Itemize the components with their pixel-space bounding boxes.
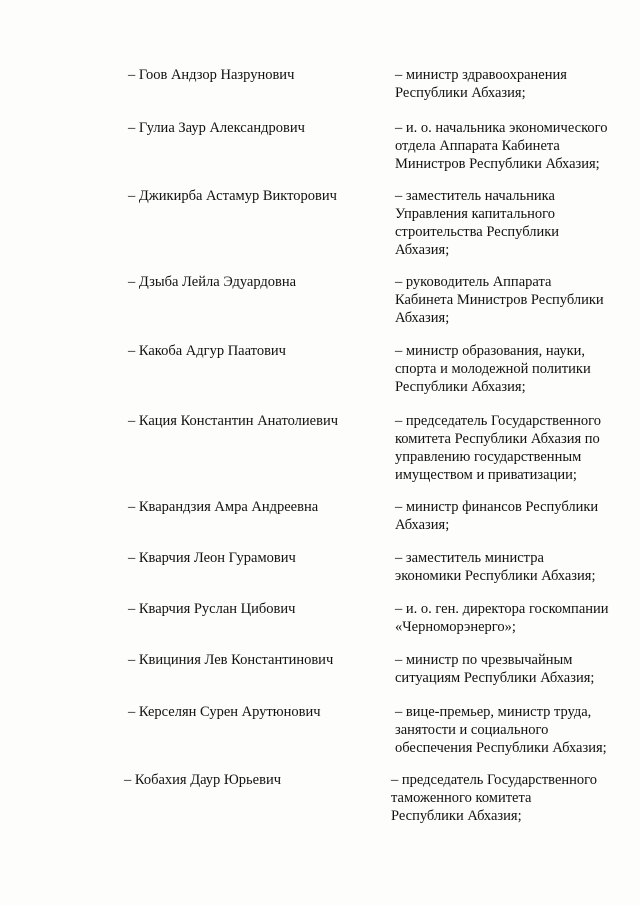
- member-role: – председатель Государственного комитета Республики Абхазия по управлению государственным имуществом и приватизации;: [395, 413, 601, 483]
- member-name: – Керселян Сурен Арутюнович: [128, 704, 321, 720]
- member-role: – вице-премьер, министр труда, занятости и социального обеспечения Республики Абхазия;: [395, 704, 607, 756]
- member-role: – заместитель министра экономики Республики Абхазия;: [395, 550, 596, 584]
- member-role: – и. о. начальника экономического отдела Аппарата Кабинета Министров Республики Абхазия;: [395, 120, 608, 172]
- member-role: – и. о. ген. директора госкомпании «Черноморэнерго»;: [395, 601, 609, 635]
- member-role: – министр здравоохранения Республики Абхазия;: [395, 67, 567, 101]
- member-name: – Гулиа Заур Александрович: [128, 120, 305, 136]
- member-name: – Гоов Андзор Назрунович: [128, 67, 295, 83]
- member-name: – Кварчия Леон Гурамович: [128, 550, 296, 566]
- member-role: – министр образования, науки, спорта и молодежной политики Республики Абхазия;: [395, 343, 591, 395]
- member-role: – заместитель начальника Управления капитального строительства Республики Абхазия;: [395, 188, 560, 258]
- member-name: – Кобахия Даур Юрьевич: [124, 772, 282, 788]
- member-name: – Дзыба Лейла Эдуардовна: [128, 274, 297, 290]
- member-name: – Квициния Лев Константинович: [128, 652, 334, 668]
- member-name: – Джикирба Астамур Викторович: [128, 188, 337, 204]
- member-name: – Кварандзия Амра Андреевна: [128, 499, 319, 515]
- member-role: – министр финансов Республики Абхазия;: [395, 499, 599, 533]
- member-role: – министр по чрезвычайным ситуациям Республики Абхазия;: [395, 652, 595, 686]
- member-name: – Кварчия Руслан Цибович: [128, 601, 296, 617]
- member-name: – Кация Константин Анатолиевич: [128, 413, 339, 429]
- member-name: – Какоба Адгур Паатович: [128, 343, 286, 359]
- member-role: – председатель Государственного таможенного комитета Республики Абхазия;: [391, 772, 597, 824]
- member-role: – руководитель Аппарата Кабинета Министров Республики Абхазия;: [395, 274, 604, 326]
